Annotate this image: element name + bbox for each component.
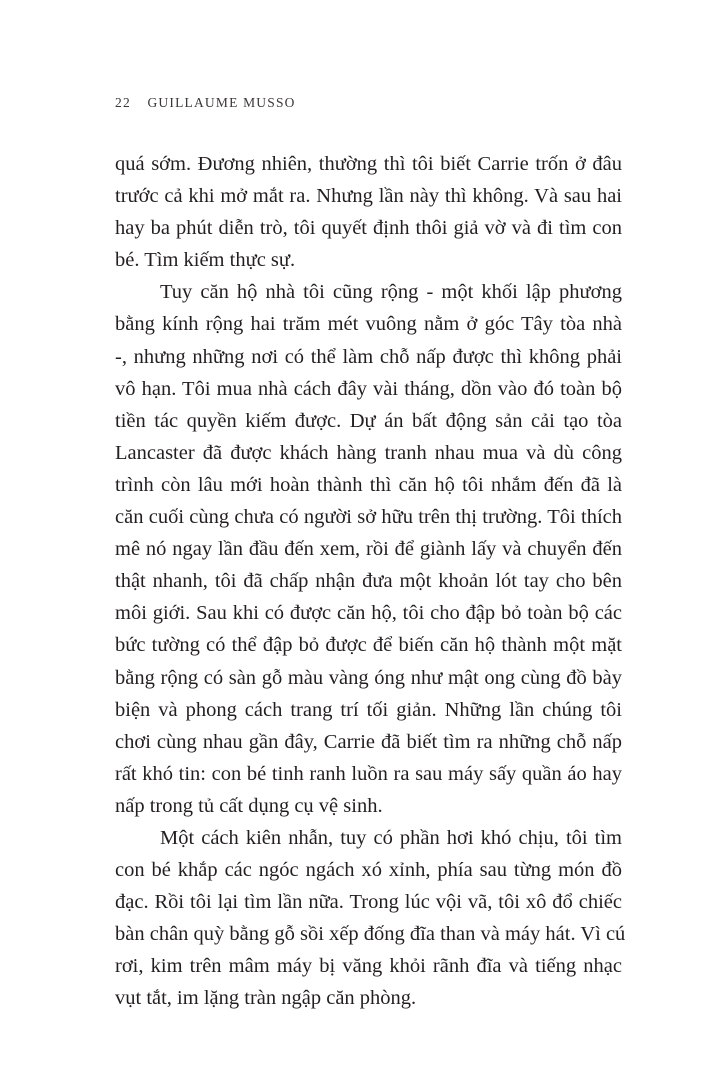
text-line: đạc. Rồi tôi lại tìm lần nữa. Trong lúc vội vã, tôi xô đổ chiếc [115, 891, 622, 914]
text-line: bức tường có thể đập bỏ được để biến căn hộ thành một mặt [115, 634, 622, 657]
text-line: biện và phong cách trang trí tối giản. Những lần chúng tôi [115, 698, 622, 721]
text-line: hay ba phút diễn trò, tôi quyết định thôi giả vờ và đi tìm con [115, 217, 622, 240]
text-line: mê nó ngay lần đầu đến xem, rồi để giành lấy và chuyển đến [115, 538, 622, 561]
text-line: trước cả khi mở mắt ra. Nhưng lần này thì không. Và sau hai [115, 185, 622, 208]
text-line: vụt tắt, im lặng tràn ngập căn phòng. [115, 987, 417, 1010]
paragraph [115, 822, 626, 1015]
text-line: vô hạn. Tôi mua nhà cách đây vài tháng, dồn vào đó toàn bộ [115, 377, 622, 400]
body-text [115, 148, 626, 1015]
text-line: nấp trong tủ cất dụng cụ vệ sinh. [115, 794, 383, 817]
text-line: Một cách kiên nhẫn, tuy có phần hơi khó chịu, tôi tìm [160, 826, 622, 849]
text-line: rất khó tin: con bé tinh ranh luồn ra sau máy sấy quần áo hay [115, 762, 622, 785]
author-name: GUILLAUME MUSSO [147, 95, 296, 110]
text-line: môi giới. Sau khi có được căn hộ, tôi cho đập bỏ toàn bộ các [115, 602, 622, 625]
text-line: tiền tác quyền kiếm được. Dự án bất động sản cải tạo tòa [115, 409, 622, 432]
text-line: Lancaster đã được khách hàng tranh nhau mua và dù công [115, 441, 622, 464]
text-line: bằng kính rộng hai trăm mét vuông nằm ở góc Tây tòa nhà [115, 313, 622, 336]
text-line: con bé khắp các ngóc ngách xó xỉnh, phía sau từng món đồ [115, 859, 622, 882]
text-line: trình còn lâu mới hoàn thành thì căn hộ tôi nhắm đến đã là [115, 473, 622, 496]
page-number: 22 [115, 95, 131, 110]
text-line: bé. Tìm kiếm thực sự. [115, 249, 296, 272]
text-line: Tuy căn hộ nhà tôi cũng rộng - một khối lập phương [160, 281, 622, 304]
paragraph [115, 148, 622, 276]
text-line: -, nhưng những nơi có thể làm chỗ nấp được thì không phải [115, 345, 622, 368]
text-line: rơi, kim trên mâm máy bị văng khỏi rãnh đĩa và tiếng nhạc [115, 955, 622, 978]
running-header [115, 95, 296, 111]
text-line: chơi cùng nhau gần đây, Carrie đã biết tìm ra những chỗ nấp [115, 730, 622, 753]
paragraph [115, 276, 622, 822]
text-line: bằng rộng có sàn gỗ màu vàng óng như mật ong cùng đồ bày [115, 666, 622, 689]
text-line: bàn chân quỳ bằng gỗ sồi xếp đống đĩa than và máy hát. Vì cú [115, 923, 626, 946]
text-line: quá sớm. Đương nhiên, thường thì tôi biết Carrie trốn ở đâu [115, 153, 622, 175]
text-line: thật nhanh, tôi đã chấp nhận đưa một khoản lót tay cho bên [115, 570, 622, 593]
text-line: căn cuối cùng chưa có người sở hữu trên thị trường. Tôi thích [115, 506, 622, 529]
